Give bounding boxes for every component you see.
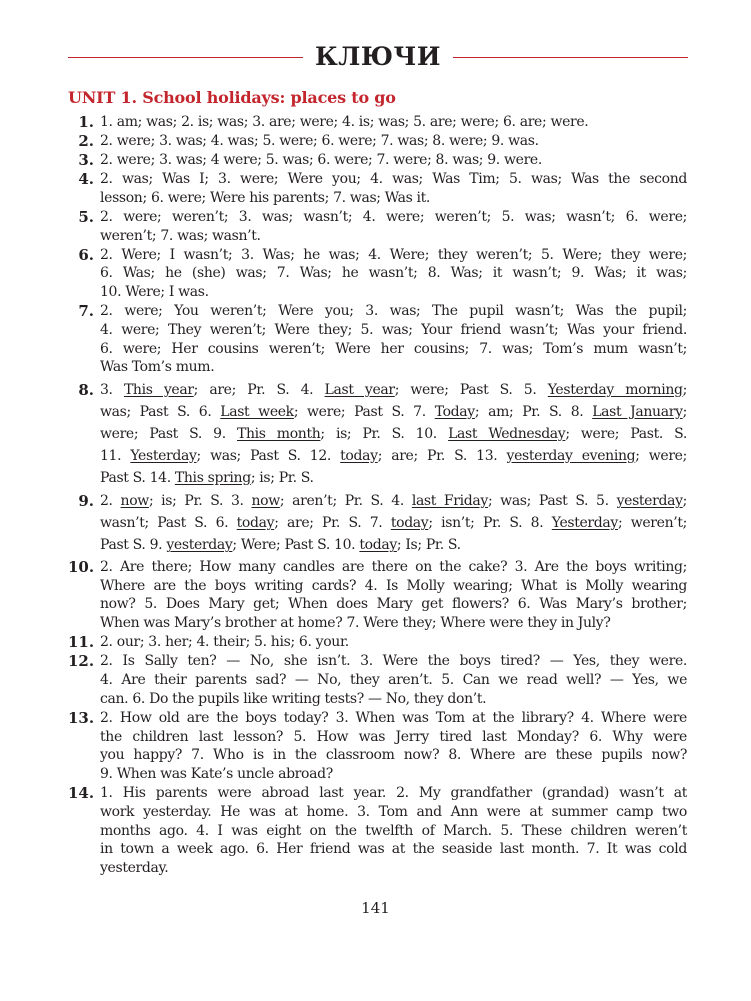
- answer-item: [68, 784, 687, 878]
- answer-item: [68, 170, 687, 208]
- answer-text: ; were;: [635, 447, 687, 464]
- answer-text: ; are; Pr. S. 7.: [274, 515, 391, 532]
- answer-number: 8.: [78, 380, 94, 399]
- answer-text: was; Past S. 6.: [100, 403, 221, 420]
- answer-item: [68, 490, 687, 556]
- answer-line: 2. our; 3. her; 4. their; 5. his; 6. your.: [100, 634, 349, 651]
- answer-text: ; aren’t; Pr. S. 4.: [279, 493, 412, 510]
- answer-line: now? 5. Does Mary get; When does Mary get flowers? 6. Was Mary’s brother;: [100, 596, 687, 613]
- answer-line: 2. were; 3. was; 4 were; 5. was; 6. were; 7. were; 8. was; 9. were.: [100, 151, 542, 168]
- answer-number: 9.: [78, 492, 94, 511]
- answer-text: 3.: [100, 381, 124, 398]
- underlined-time-expression: Yesterday: [551, 515, 618, 532]
- answer-line: [100, 445, 687, 467]
- answer-item: [68, 652, 687, 708]
- answer-line: Where are the boys writing cards? 4. Is Molly wearing; What is Molly wearing: [100, 577, 687, 594]
- answer-text: ; were; Past S. 5.: [394, 381, 548, 398]
- answer-line: 2. Were; I wasn’t; 3. Was; he was; 4. Were; they weren’t; 5. Were; they were;: [100, 246, 687, 263]
- answer-text: wasn’t; Past S. 6.: [100, 515, 237, 532]
- answer-line: yesterday.: [100, 860, 169, 877]
- answer-line: 1. am; was; 2. is; was; 3. are; were; 4. is; was; 5. are; were; 6. are; were.: [100, 114, 589, 130]
- answer-text: ; are; Pr. S. 4.: [193, 381, 325, 398]
- answer-line: 2. Are there; How many candles are there on the cake? 3. Are the boys writing;: [100, 558, 687, 575]
- answer-number: 10.: [68, 557, 95, 576]
- answer-text: 2.: [100, 493, 121, 510]
- answer-line: [100, 534, 687, 556]
- answer-line: lesson; 6. were; Were his parents; 7. was; Was it.: [100, 189, 431, 206]
- answer-line: 2. How old are the boys today? 3. When was Tom at the library? 4. Where were: [100, 709, 687, 726]
- answer-line: 2. were; weren’t; 3. was; wasn’t; 4. were; weren’t; 5. was; wasn’t; 6. were;: [100, 208, 687, 225]
- answer-item: [68, 302, 687, 377]
- answer-line: [100, 490, 687, 512]
- answer-line: 9. When was Kate’s uncle abroad?: [100, 766, 333, 783]
- answer-line: 1. His parents were abroad last year. 2. My grandfather (grandad) wasn’t at: [100, 785, 687, 802]
- answer-line: work yesterday. He was at home. 3. Tom and Ann were at summer camp two: [100, 803, 687, 820]
- answer-line: in town a week ago. 6. Her friend was at the seaside last month. 7. It was cold: [100, 841, 687, 858]
- answer-text: ; are; Pr. S. 13.: [377, 447, 507, 464]
- answer-list: [68, 113, 687, 878]
- underlined-time-expression: Last year: [324, 381, 395, 398]
- answer-text: ; is; Pr. S. 3.: [148, 493, 252, 510]
- answer-line: can. 6. Do the pupils like writing tests? — No, they don’t.: [100, 690, 487, 707]
- underlined-time-expression: Yesterday: [130, 447, 197, 464]
- underlined-time-expression: Today: [434, 403, 475, 420]
- underlined-time-expression: now: [251, 493, 280, 510]
- answer-number: 11.: [68, 633, 95, 652]
- answer-line: 6. Was; he (she) was; 7. Was; he wasn’t; 8. Was; it wasn’t; 9. Was; it was;: [100, 265, 687, 282]
- answer-number: 7.: [78, 302, 94, 321]
- underlined-time-expression: Last week: [220, 403, 294, 420]
- answer-number: 12.: [68, 652, 95, 671]
- answer-line: 2. were; You weren’t; Were you; 3. was; The pupil wasn’t; Was the pupil;: [100, 303, 687, 320]
- underlined-time-expression: This year: [123, 381, 194, 398]
- answer-line: When was Mary’s brother at home? 7. Were they; Where were they in July?: [100, 615, 611, 632]
- underlined-time-expression: Last Wednesday: [448, 425, 566, 442]
- underlined-time-expression: This spring: [174, 469, 251, 486]
- answer-item: [68, 113, 687, 132]
- underlined-time-expression: today: [340, 447, 378, 464]
- page-number: 141: [361, 899, 390, 917]
- answer-text: ; is; Pr. S.: [250, 469, 314, 486]
- answer-text: ; am; Pr. S. 8.: [474, 403, 593, 420]
- answer-number: 4.: [78, 169, 94, 188]
- header-rule-right: [453, 57, 688, 58]
- underlined-time-expression: now: [120, 493, 149, 510]
- answer-item: [68, 246, 687, 302]
- answer-number: 5.: [78, 207, 94, 226]
- answer-text: ; Were; Past S. 10.: [232, 537, 360, 554]
- answer-text: ; weren’t;: [617, 515, 687, 532]
- underlined-time-expression: Yesterday morning: [547, 381, 683, 398]
- answer-line: 2. Is Sally ten? — No, she isn’t. 3. Were the boys tired? — Yes, they were.: [100, 653, 687, 670]
- answer-line: [100, 467, 687, 489]
- answer-number: 1.: [78, 113, 94, 131]
- answer-line: [100, 423, 687, 445]
- answer-line: the children last lesson? 5. How was Jerry tired last Monday? 6. Why were: [100, 728, 687, 745]
- answer-text: ; isn’t; Pr. S. 8.: [428, 515, 552, 532]
- underlined-time-expression: last Friday: [411, 493, 488, 510]
- answer-text: ;: [682, 493, 687, 510]
- answer-item: [68, 132, 687, 151]
- answer-text: ; were; Past S. 7.: [293, 403, 435, 420]
- answer-line: 4. Are their parents sad? — No, they aren’t. 5. Can we read well? — Yes, we: [100, 671, 687, 688]
- answer-item: [68, 151, 687, 170]
- answer-line: 2. were; 3. was; 4. was; 5. were; 6. were; 7. was; 8. were; 9. was.: [100, 132, 539, 149]
- underlined-time-expression: Last January: [592, 403, 683, 420]
- answer-line: [100, 401, 687, 423]
- answer-item: [68, 208, 687, 246]
- unit-heading: UNIT 1. School holidays: places to go: [68, 88, 396, 107]
- header-rule-left: [68, 57, 303, 58]
- answer-line: Was Tom’s mum.: [100, 359, 215, 376]
- answer-text: ; Is; Pr. S.: [396, 537, 461, 554]
- answer-text: Past S. 14.: [100, 469, 175, 486]
- answer-text: ;: [682, 381, 687, 398]
- answer-text: ; was; Past S. 5.: [487, 493, 617, 510]
- answer-number: 14.: [68, 784, 95, 803]
- answer-line: 2. was; Was I; 3. were; Were you; 4. was; Was Tim; 5. was; Was the second: [100, 170, 687, 187]
- answer-line: you happy? 7. Who is in the classroom now? 8. Where are these pupils now?: [100, 747, 687, 764]
- answer-text: ; were; Past. S.: [565, 425, 687, 442]
- answer-line: months ago. 4. I was eight on the twelfth of March. 5. These children weren’t: [100, 822, 687, 839]
- answer-text: ; was; Past S. 12.: [196, 447, 341, 464]
- answer-item: [68, 709, 687, 784]
- underlined-time-expression: yesterday: [166, 537, 233, 554]
- answer-text: ; is; Pr. S. 10.: [320, 425, 449, 442]
- answer-line: [100, 379, 687, 401]
- page-header: [68, 40, 688, 74]
- underlined-time-expression: today: [390, 515, 429, 532]
- answer-line: weren’t; 7. was; wasn’t.: [100, 227, 261, 244]
- answer-item: [68, 379, 687, 489]
- answer-item: [68, 633, 687, 652]
- answer-text: ;: [682, 403, 687, 420]
- answer-text: Past S. 9.: [100, 537, 167, 554]
- underlined-time-expression: This month: [237, 425, 321, 442]
- answer-number: 2.: [78, 131, 94, 150]
- underlined-time-expression: today: [359, 537, 397, 554]
- answer-text: were; Past S. 9.: [100, 425, 237, 442]
- answer-number: 3.: [78, 150, 94, 169]
- page-title: КЛЮЧИ: [315, 42, 441, 71]
- underlined-time-expression: today: [236, 515, 275, 532]
- answer-line: 10. Were; I was.: [100, 284, 209, 301]
- answer-item: [68, 558, 687, 633]
- answer-line: [100, 512, 687, 534]
- answer-number: 6.: [78, 245, 94, 264]
- underlined-time-expression: yesterday evening: [506, 447, 636, 464]
- answer-line: 6. were; Her cousins weren’t; Were her cousins; 7. was; Tom’s mum wasn’t;: [100, 340, 687, 357]
- answer-number: 13.: [68, 708, 95, 727]
- underlined-time-expression: yesterday: [616, 493, 683, 510]
- answer-line: 4. were; They weren’t; Were they; 5. was; Your friend wasn’t; Was your friend.: [100, 321, 687, 338]
- answer-text: 11.: [100, 447, 131, 464]
